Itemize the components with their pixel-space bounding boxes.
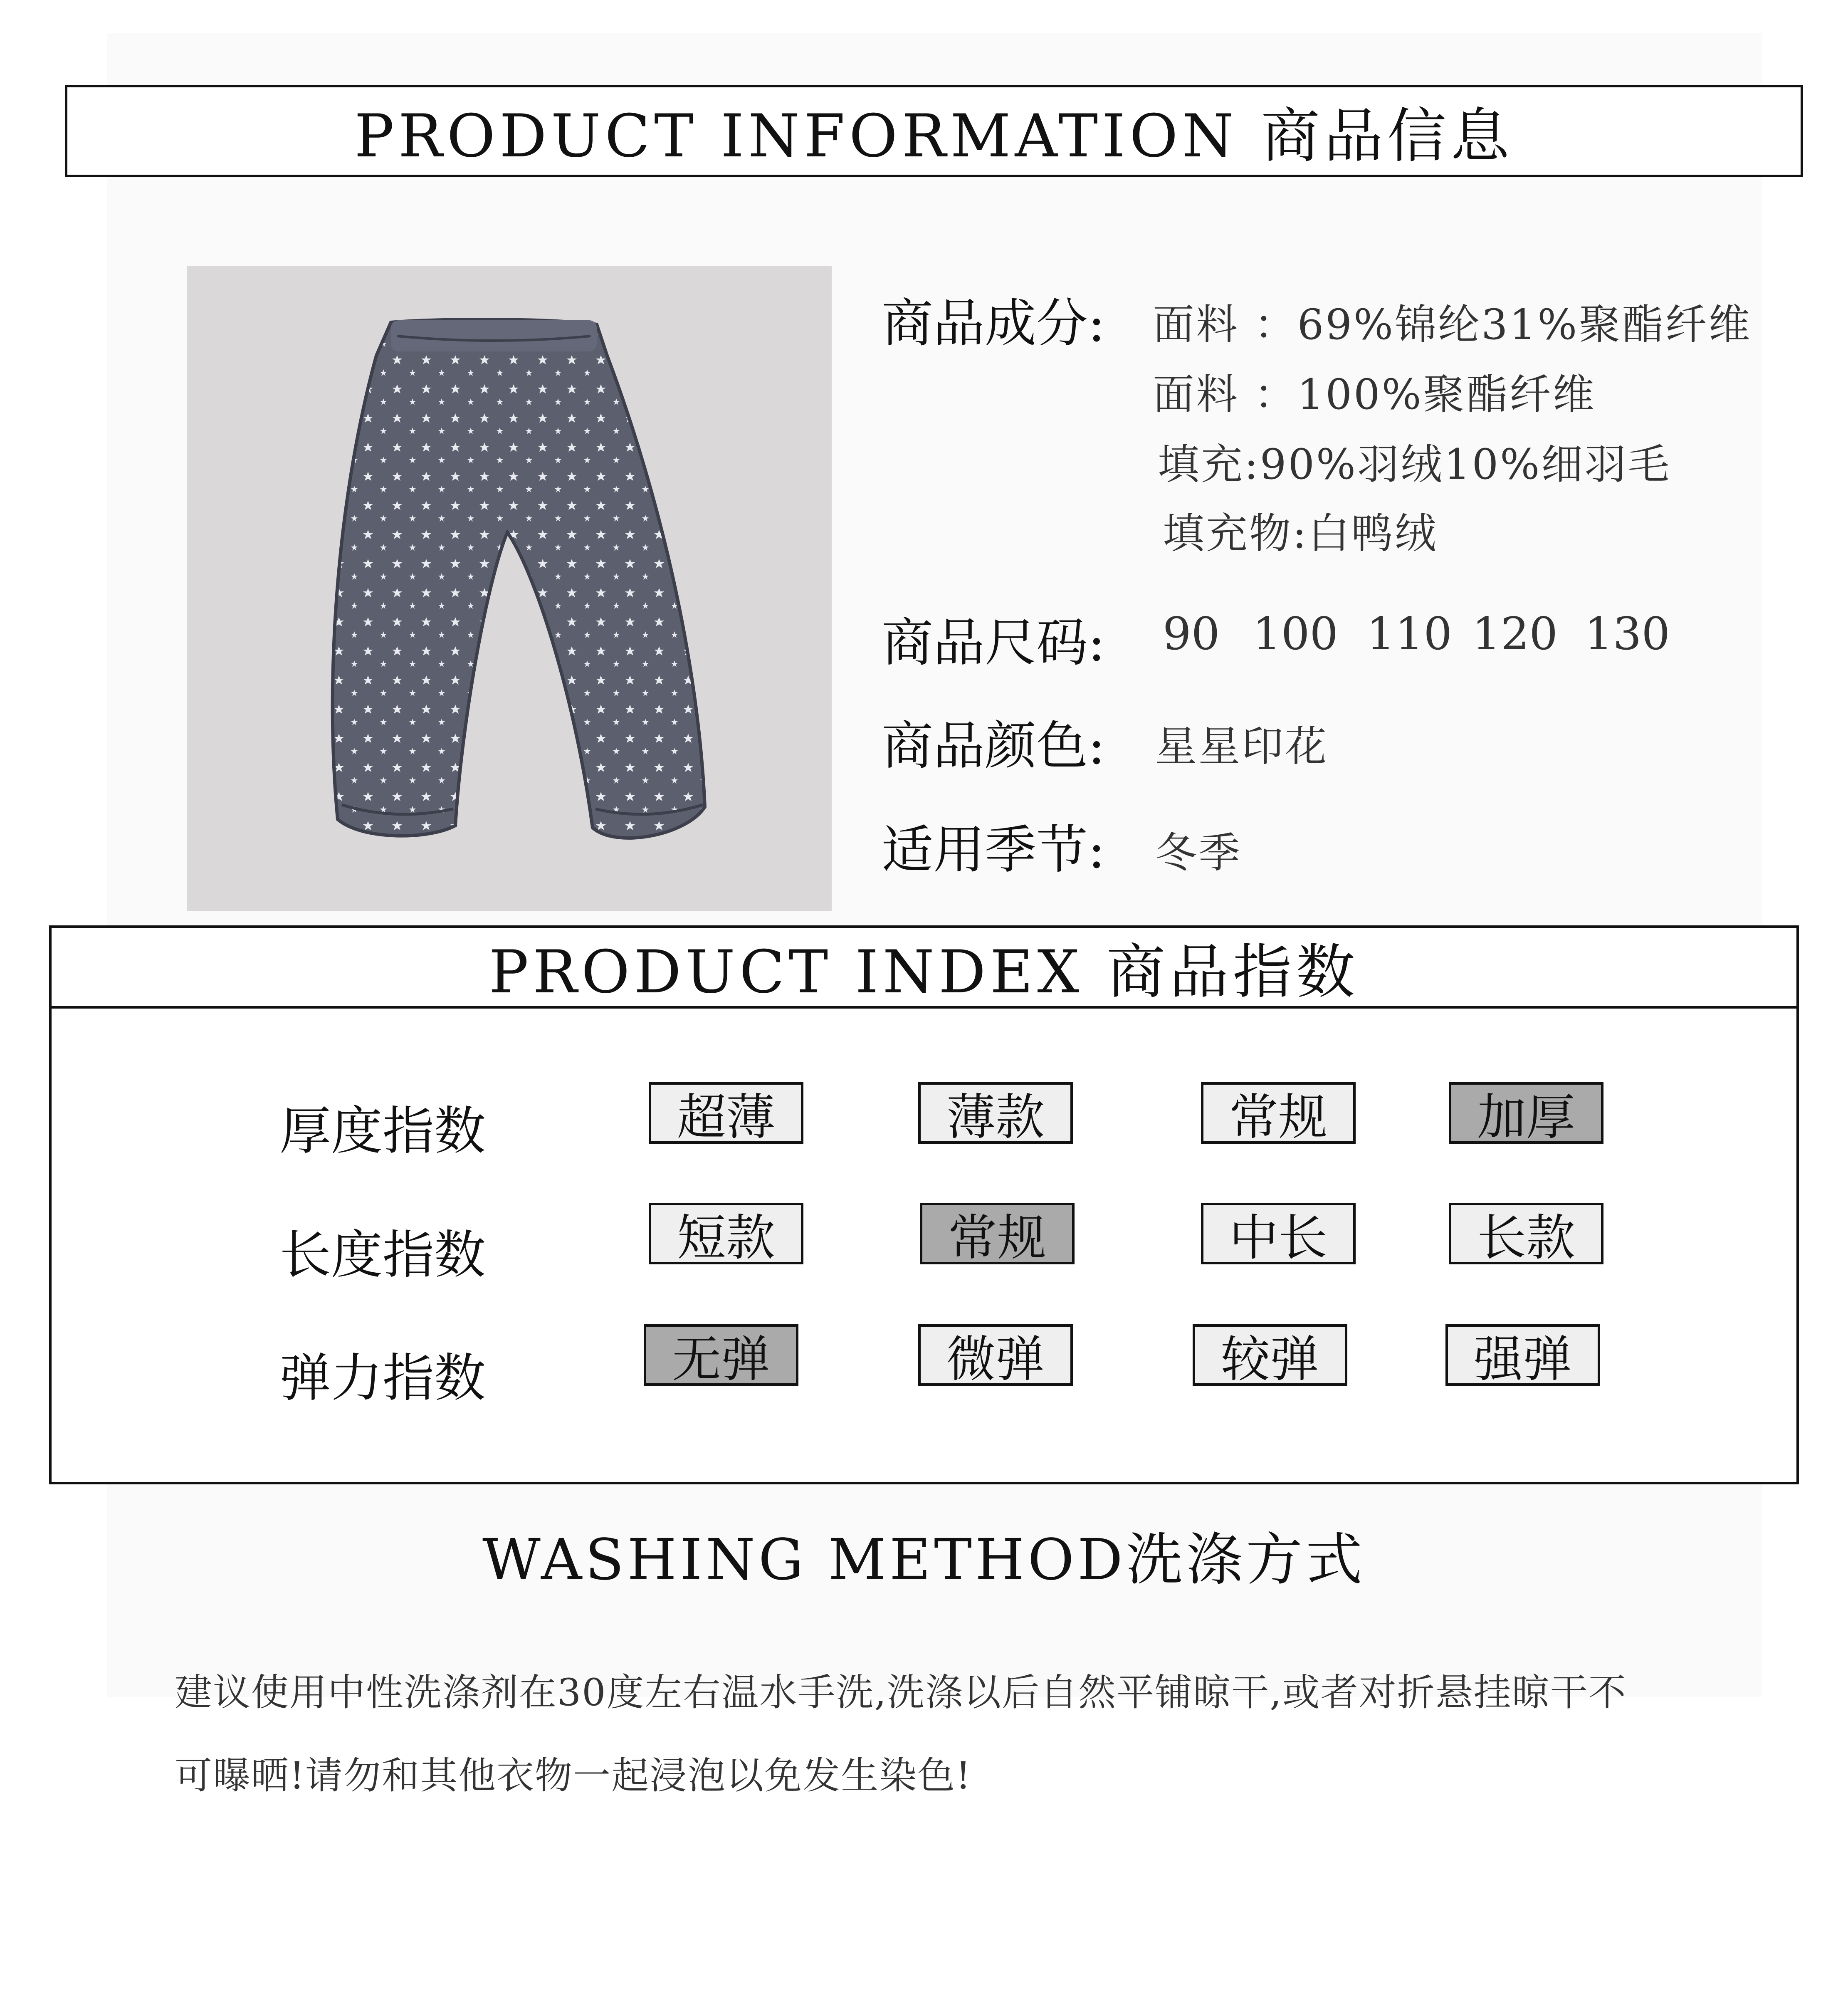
product-information-title: PRODUCT INFORMATION 商品信息 (354, 102, 1514, 171)
season-value: 冬季 (1155, 828, 1242, 877)
option-mid-length: 中长 (1201, 1203, 1356, 1264)
washing-instruction-line-2: 可曝晒!请勿和其他衣物一起浸泡以免发生染色! (175, 1754, 972, 1798)
thickness-index-label: 厚度指数 (279, 1101, 486, 1161)
size-value: 90 (1163, 608, 1220, 660)
composition-line-1: 面料 ：69%锦纶31%聚酯纤维 (1153, 300, 1752, 349)
option-no-stretch-selected: 无弹 (644, 1324, 798, 1386)
composition-line-2: 面料 ：100%聚酯纤维 (1153, 370, 1596, 419)
washing-method-title: WASHING METHOD洗涤方式 (482, 1527, 1366, 1593)
option-ultra-thin: 超薄 (649, 1082, 803, 1144)
size-value: 110 (1366, 608, 1453, 660)
product-index-header (49, 925, 1799, 1009)
color-label: 商品颜色: (882, 716, 1105, 776)
option-regular-length-selected: 常规 (920, 1203, 1075, 1264)
elasticity-index-label: 弹力指数 (279, 1348, 486, 1408)
color-value: 星星印花 (1155, 722, 1328, 771)
size-value: 100 (1253, 608, 1339, 660)
option-slight-stretch: 微弹 (918, 1324, 1073, 1386)
washing-instruction-line-1: 建议使用中性洗涤剂在30度左右温水手洗,洗涤以后自然平铺晾干,或者对折悬挂晾干不 (175, 1671, 1627, 1714)
composition-label: 商品成分: (882, 294, 1105, 354)
composition-line-4: 填充物:白鸭绒 (1163, 509, 1438, 558)
length-index-label: 长度指数 (279, 1225, 486, 1285)
option-medium-stretch: 较弹 (1193, 1324, 1347, 1386)
product-information-header (65, 85, 1803, 177)
star-print-pants-image (187, 266, 832, 911)
option-high-stretch: 强弹 (1445, 1324, 1600, 1386)
option-regular-thickness: 常规 (1201, 1082, 1356, 1144)
size-value: 120 (1472, 608, 1558, 660)
option-short: 短款 (649, 1203, 803, 1264)
season-label: 适用季节: (882, 820, 1105, 880)
size-label: 商品尺码: (882, 613, 1105, 673)
composition-line-3: 填充:90%羽绒10%细羽毛 (1158, 440, 1671, 489)
option-thick-selected: 加厚 (1449, 1082, 1603, 1144)
product-index-title: PRODUCT INDEX 商品指数 (489, 938, 1359, 1006)
size-value: 130 (1584, 608, 1670, 660)
product-photo (187, 266, 832, 911)
option-long: 长款 (1449, 1203, 1603, 1264)
option-thin: 薄款 (918, 1082, 1073, 1144)
